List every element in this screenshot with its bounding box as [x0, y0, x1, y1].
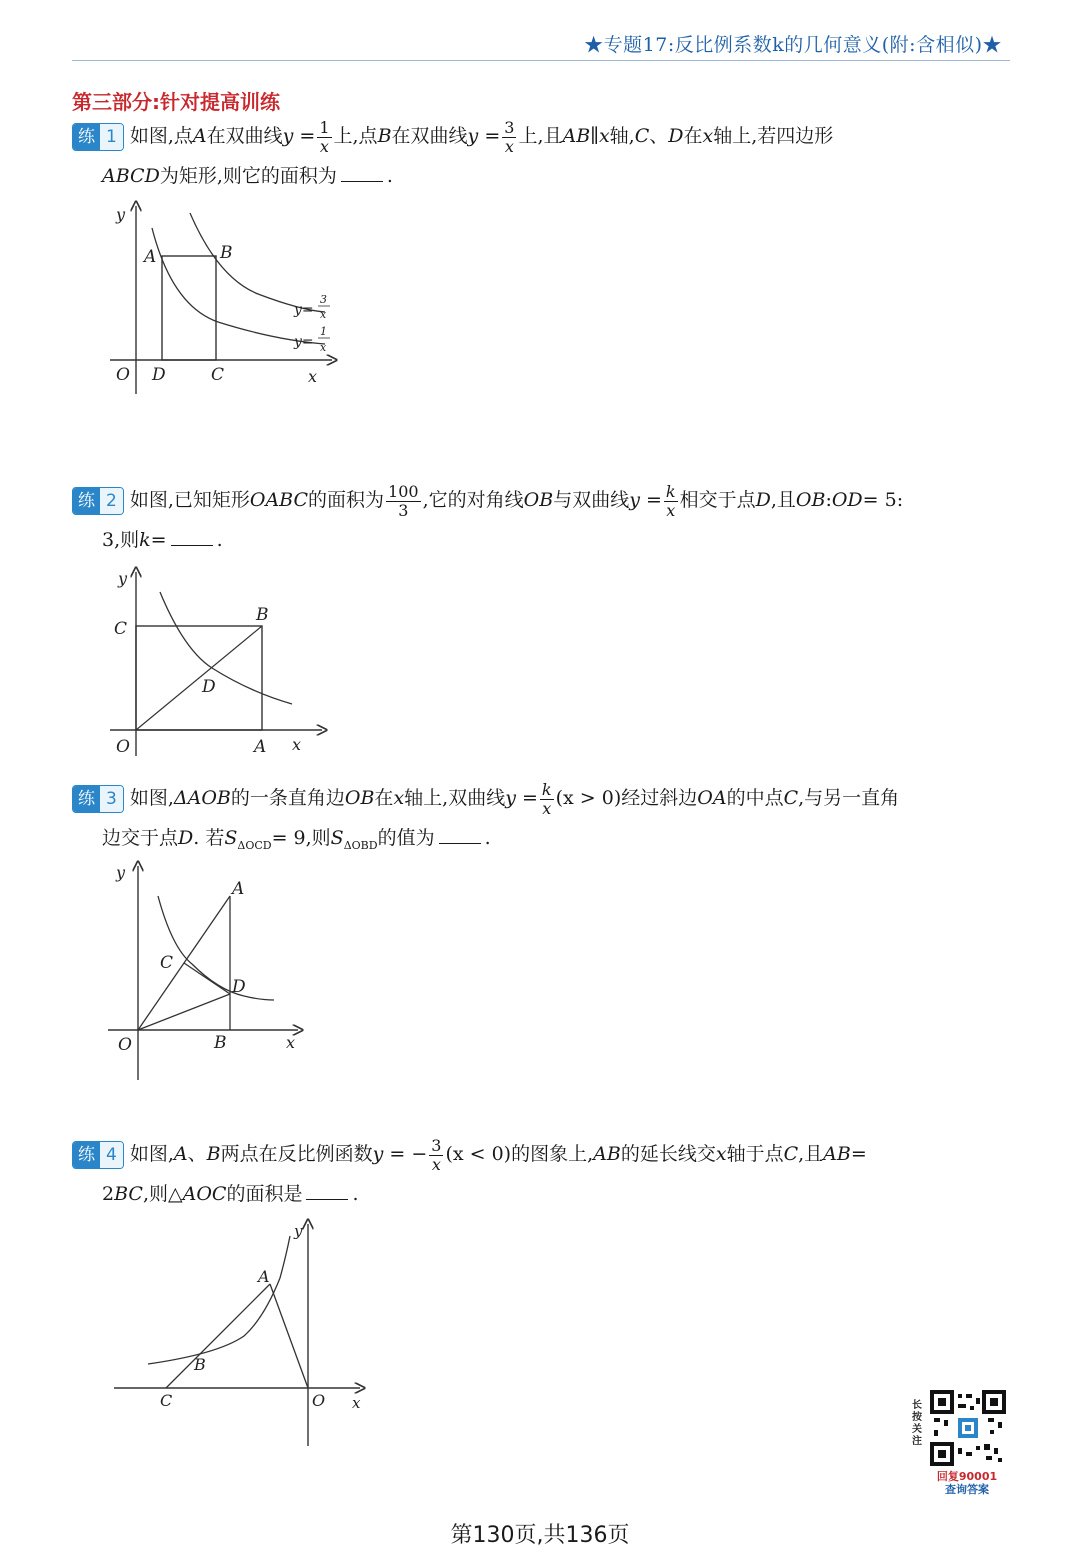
problem-1-line-2: ABCD为矩形,则它的面积为 .: [102, 156, 1012, 196]
label-o: O: [116, 365, 130, 385]
label-x: x: [308, 367, 318, 386]
problem-1-badge: 练 1: [72, 123, 124, 151]
curve-label-3: y=: [294, 302, 314, 318]
page-footer: 第130页,共136页: [450, 1523, 630, 1548]
section-title: 第三部分:针对提高训练: [72, 90, 280, 114]
label-y: y: [294, 1222, 303, 1240]
label-x: x: [286, 1033, 296, 1052]
fraction: $\frac{3}{x}$: [431, 1135, 442, 1174]
label-o: O: [312, 1391, 326, 1410]
problem-2-line-2: 3,则k= .: [102, 520, 1012, 560]
fraction: $\frac{100}{3}$: [388, 481, 419, 520]
answer-blank: [171, 525, 213, 546]
label-o: O: [116, 737, 130, 757]
answer-blank: [341, 161, 383, 182]
fraction: $\frac{k}{x}$: [665, 481, 676, 520]
label-y: y: [118, 569, 128, 588]
qr-caption: 回复90001 查询答案: [936, 1470, 998, 1496]
label-a: A: [254, 737, 267, 757]
problem-4-line-1: 练 4 如图,A、B两点在反比例函数y = − $\frac{3}{x}$ (x < 0)的图象上,AB的延长线交x轴于点C,且AB=: [72, 1134, 1012, 1174]
figure-1: [100, 198, 350, 402]
curve-label-1-num: 1: [320, 325, 327, 338]
label-a: A: [258, 1267, 270, 1286]
segment-ao: [270, 1284, 308, 1388]
label-x: x: [292, 735, 302, 754]
answer-blank: [439, 823, 481, 844]
diagonal-ob: [136, 626, 262, 730]
line-cba: [166, 1284, 270, 1388]
figure-2: [100, 566, 340, 770]
header-title: ★专题17:反比例系数k的几何意义(附:含相似)★: [584, 34, 1002, 56]
label-a: A: [232, 879, 245, 899]
label-c: C: [160, 953, 174, 973]
figure-3: [100, 858, 320, 1088]
problem-4-line-2: 2BC,则△AOC的面积是 .: [102, 1174, 1012, 1214]
label-x: x: [352, 1394, 361, 1412]
qr-side-text: 长按关注: [912, 1400, 922, 1447]
problem-3-badge: 练 3: [72, 785, 124, 813]
curve-label-3-den: x: [320, 308, 327, 321]
label-b: B: [194, 1355, 206, 1374]
answer-blank: [306, 1179, 348, 1200]
label-o: O: [118, 1035, 132, 1055]
fraction: $\frac{3}{x}$: [504, 117, 515, 156]
qr-promo: [912, 1390, 1012, 1500]
label-c: C: [211, 365, 225, 385]
problem-4: [72, 1134, 1012, 1214]
segment-cd: [184, 963, 230, 994]
problem-4-badge: 练 4: [72, 1141, 124, 1169]
problem-2-line-1: 练 2 如图,已知矩形OABC的面积为 $\frac{100}{3}$ ,它的对角线OB与双曲线y = $\frac{k}{x}$ 相交于点D,且OB:OD= 5:: [72, 480, 1012, 520]
curve-label-3-num: 3: [320, 293, 327, 306]
label-y: y: [116, 205, 126, 224]
problem-2: [72, 480, 1012, 560]
label-y: y: [116, 863, 126, 882]
problem-2-badge: 练 2: [72, 487, 124, 515]
rectangle-abcd: [162, 256, 216, 360]
curve-y-3-over-x: [190, 213, 325, 312]
fraction: $\frac{k}{x}$: [541, 779, 552, 818]
curve-label-1-den: x: [320, 341, 327, 354]
curve-y-1-over-x: [152, 228, 325, 344]
label-d: D: [202, 677, 216, 697]
label-a: A: [144, 247, 157, 267]
figure-4: [108, 1218, 378, 1454]
problem-1-line-1: 练 1 如图,点A在双曲线y = $\frac{1}{x}$ 上,点B在双曲线y = $\frac{3}{x}$ 上,且AB∥x轴,C、D在x轴上,若四边形: [72, 116, 1012, 156]
header-divider: [72, 60, 1010, 61]
problem-3-line-2: 边交于点D. 若$S_{\Delta OCD}= 9$,则$S_{\Delta OBD}$的值为 .: [102, 818, 1012, 866]
problem-1: [72, 116, 1012, 196]
label-b: B: [220, 243, 233, 263]
fraction: $\frac{1}{x}$: [319, 117, 330, 156]
label-c: C: [160, 1391, 173, 1410]
curve-label-1: y=: [294, 334, 314, 350]
label-b: B: [256, 605, 269, 625]
label-b: B: [214, 1033, 227, 1053]
label-d: D: [232, 977, 246, 997]
label-c: C: [114, 619, 128, 639]
label-d: D: [152, 365, 166, 385]
qr-code-icon[interactable]: [930, 1390, 1006, 1466]
curve-y-neg-3-over-x: [148, 1236, 290, 1364]
segment-od: [138, 994, 230, 1030]
problem-3-line-1: 练 3 如图,ΔAOB的一条直角边OB在x轴上,双曲线y = $\frac{k}{x}$ (x > 0)经过斜边OA的中点C,与另一直角: [72, 778, 1012, 818]
curve-y-k-over-x: [160, 592, 292, 704]
problem-3: [72, 778, 1012, 866]
